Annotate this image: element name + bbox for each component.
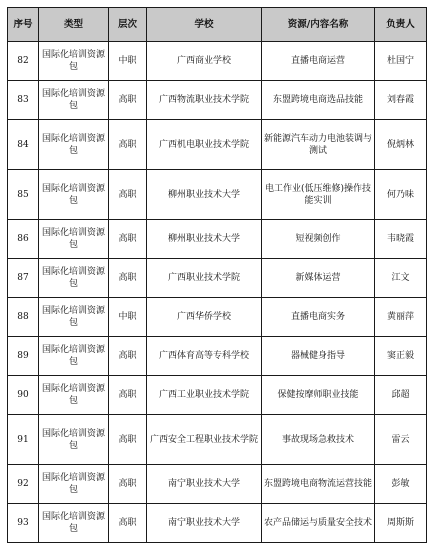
- table-row: [8, 465, 427, 504]
- cell-school: 广西机电职业技术学院: [147, 120, 262, 170]
- cell-type: 国际化培训资源包: [39, 376, 109, 415]
- cell-owner: 雷云: [375, 415, 427, 465]
- table-row: [8, 220, 427, 259]
- table-body: [8, 42, 427, 543]
- cell-no: 84: [8, 120, 39, 170]
- cell-resource: 新能源汽车动力电池装调与测试: [262, 120, 375, 170]
- table-row: [8, 81, 427, 120]
- table-row: [8, 298, 427, 337]
- header-school: 学校: [147, 8, 262, 42]
- cell-no: 91: [8, 415, 39, 465]
- cell-type: 国际化培训资源包: [39, 504, 109, 543]
- table-row: [8, 170, 427, 220]
- cell-no: 82: [8, 42, 39, 81]
- table-header-row: [8, 8, 427, 42]
- cell-resource: 东盟跨境电商物流运营技能: [262, 465, 375, 504]
- cell-type: 国际化培训资源包: [39, 120, 109, 170]
- cell-owner: 窦正毅: [375, 337, 427, 376]
- cell-level: 高职: [109, 376, 147, 415]
- cell-school: 广西物流职业技术学院: [147, 81, 262, 120]
- cell-no: 88: [8, 298, 39, 337]
- cell-level: 高职: [109, 259, 147, 298]
- cell-no: 89: [8, 337, 39, 376]
- cell-owner: 周斯斯: [375, 504, 427, 543]
- table-row: [8, 259, 427, 298]
- cell-level: 中职: [109, 298, 147, 337]
- cell-type: 国际化培训资源包: [39, 298, 109, 337]
- cell-owner: 韦晓霞: [375, 220, 427, 259]
- cell-level: 高职: [109, 220, 147, 259]
- resource-table: [7, 7, 427, 543]
- header-level: 层次: [109, 8, 147, 42]
- header-no: 序号: [8, 8, 39, 42]
- cell-owner: 邱超: [375, 376, 427, 415]
- cell-owner: 倪炳林: [375, 120, 427, 170]
- cell-resource: 保健按摩师职业技能: [262, 376, 375, 415]
- cell-level: 中职: [109, 42, 147, 81]
- cell-level: 高职: [109, 415, 147, 465]
- cell-school: 广西华侨学校: [147, 298, 262, 337]
- cell-no: 83: [8, 81, 39, 120]
- cell-school: 南宁职业技术大学: [147, 504, 262, 543]
- cell-type: 国际化培训资源包: [39, 337, 109, 376]
- table-row: [8, 42, 427, 81]
- cell-owner: 黄丽萍: [375, 298, 427, 337]
- cell-resource: 农产品储运与质量安全技术: [262, 504, 375, 543]
- cell-type: 国际化培训资源包: [39, 465, 109, 504]
- cell-level: 高职: [109, 337, 147, 376]
- cell-school: 南宁职业技术大学: [147, 465, 262, 504]
- cell-no: 92: [8, 465, 39, 504]
- cell-resource: 短视频创作: [262, 220, 375, 259]
- cell-no: 93: [8, 504, 39, 543]
- cell-no: 86: [8, 220, 39, 259]
- table-row: [8, 120, 427, 170]
- cell-level: 高职: [109, 504, 147, 543]
- cell-owner: 彭敏: [375, 465, 427, 504]
- cell-no: 90: [8, 376, 39, 415]
- cell-owner: 江文: [375, 259, 427, 298]
- cell-school: 广西安全工程职业技术学院: [147, 415, 262, 465]
- cell-type: 国际化培训资源包: [39, 220, 109, 259]
- cell-level: 高职: [109, 465, 147, 504]
- cell-school: 广西体育高等专科学校: [147, 337, 262, 376]
- cell-owner: 刘春霞: [375, 81, 427, 120]
- cell-resource: 事故现场急救技术: [262, 415, 375, 465]
- cell-type: 国际化培训资源包: [39, 259, 109, 298]
- cell-school: 柳州职业技术大学: [147, 170, 262, 220]
- cell-level: 高职: [109, 170, 147, 220]
- header-type: 类型: [39, 8, 109, 42]
- cell-level: 高职: [109, 120, 147, 170]
- cell-owner: 何乃味: [375, 170, 427, 220]
- cell-resource: 直播电商运营: [262, 42, 375, 81]
- cell-resource: 电工作业(低压维修)操作技能实训: [262, 170, 375, 220]
- header-owner: 负责人: [375, 8, 427, 42]
- table-row: [8, 415, 427, 465]
- cell-school: 广西职业技术学院: [147, 259, 262, 298]
- cell-type: 国际化培训资源包: [39, 170, 109, 220]
- cell-resource: 新媒体运营: [262, 259, 375, 298]
- cell-resource: 东盟跨境电商选品技能: [262, 81, 375, 120]
- cell-school: 广西商业学校: [147, 42, 262, 81]
- cell-no: 87: [8, 259, 39, 298]
- cell-level: 高职: [109, 81, 147, 120]
- cell-school: 广西工业职业技术学院: [147, 376, 262, 415]
- cell-school: 柳州职业技术大学: [147, 220, 262, 259]
- cell-resource: 直播电商实务: [262, 298, 375, 337]
- cell-no: 85: [8, 170, 39, 220]
- table-row: [8, 337, 427, 376]
- cell-resource: 器械健身指导: [262, 337, 375, 376]
- table-row: [8, 376, 427, 415]
- cell-type: 国际化培训资源包: [39, 415, 109, 465]
- cell-type: 国际化培训资源包: [39, 81, 109, 120]
- header-resource: 资源/内容名称: [262, 8, 375, 42]
- cell-owner: 杜国宁: [375, 42, 427, 81]
- cell-type: 国际化培训资源包: [39, 42, 109, 81]
